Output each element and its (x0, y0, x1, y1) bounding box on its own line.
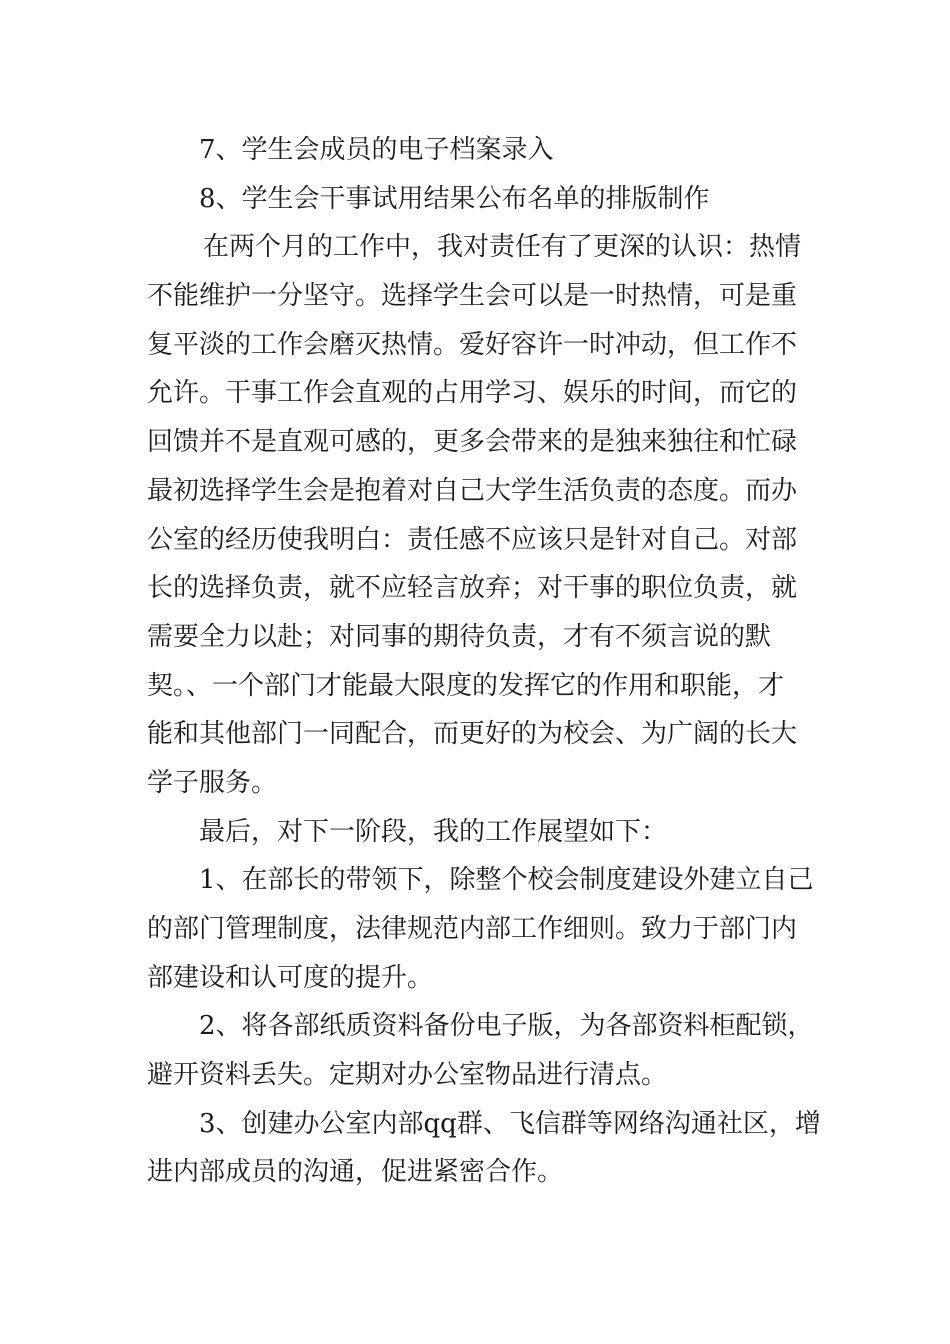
paragraph-line: 在两个月的工作中，我对责任有了更深的认识：热情 (203, 232, 802, 263)
list-item-8: 8、学生会干事试用结果公布名单的排版制作 (199, 183, 710, 214)
paragraph-line: 进内部成员的沟通，促进紧密合作。 (147, 1157, 564, 1188)
list-item-7: 7、学生会成员的电子档案录入 (199, 135, 554, 165)
document-body (147, 126, 821, 1197)
paragraph-line: 公室的经历使我明白：责任感不应该只是针对自己。对部 (147, 524, 798, 555)
list-item-3: 3、创建办公室内部qq群、飞信群等网络沟通社区，增 (199, 1108, 821, 1139)
paragraph-line: 最初选择学生会是抱着对自己大学生活负责的态度。而办 (147, 475, 798, 506)
paragraph-line: 长的选择负责，就不应轻言放弃；对干事的职位负责，就 (147, 573, 798, 604)
paragraph-line: 需要全力以赴；对同事的期待负责，才有不须言说的默 (147, 621, 772, 652)
paragraph-line: 避开资料丢失。定期对办公室物品进行清点。 (147, 1060, 668, 1091)
paragraph-line: 部建设和认可度的提升。 (147, 962, 434, 993)
paragraph-line: 复平淡的工作会磨灭热情。爱好容许一时冲动，但工作不 (147, 329, 798, 360)
paragraph-line: 契。、一个部门才能最大限度的发挥它的作用和职能，才 (147, 670, 785, 701)
paragraph-line: 不能维护一分坚守。选择学生会可以是一时热情，可是重 (147, 281, 798, 312)
paragraph-line: 的部门管理制度，法律规范内部工作细则。致力于部门内 (147, 914, 798, 944)
paragraph-line: 最后，对下一阶段，我的工作展望如下： (199, 816, 668, 847)
paragraph-line: 回馈并不是直观可感的，更多会带来的是独来独往和忙碌 (147, 427, 798, 458)
list-item-2: 2、将各部纸质资料备份电子版，为各部资料柜配锁， (199, 1011, 814, 1042)
paragraph-line: 能和其他部门一同配合，而更好的为校会、为广阔的长大 (147, 719, 798, 750)
paragraph-line: 学子服务。 (147, 767, 278, 798)
list-item-1: 1、在部长的带领下，除整个校会制度建设外建立自己 (199, 865, 814, 896)
paragraph-line: 允许。干事工作会直观的占用学习、娱乐的时间，而它的 (147, 378, 798, 409)
